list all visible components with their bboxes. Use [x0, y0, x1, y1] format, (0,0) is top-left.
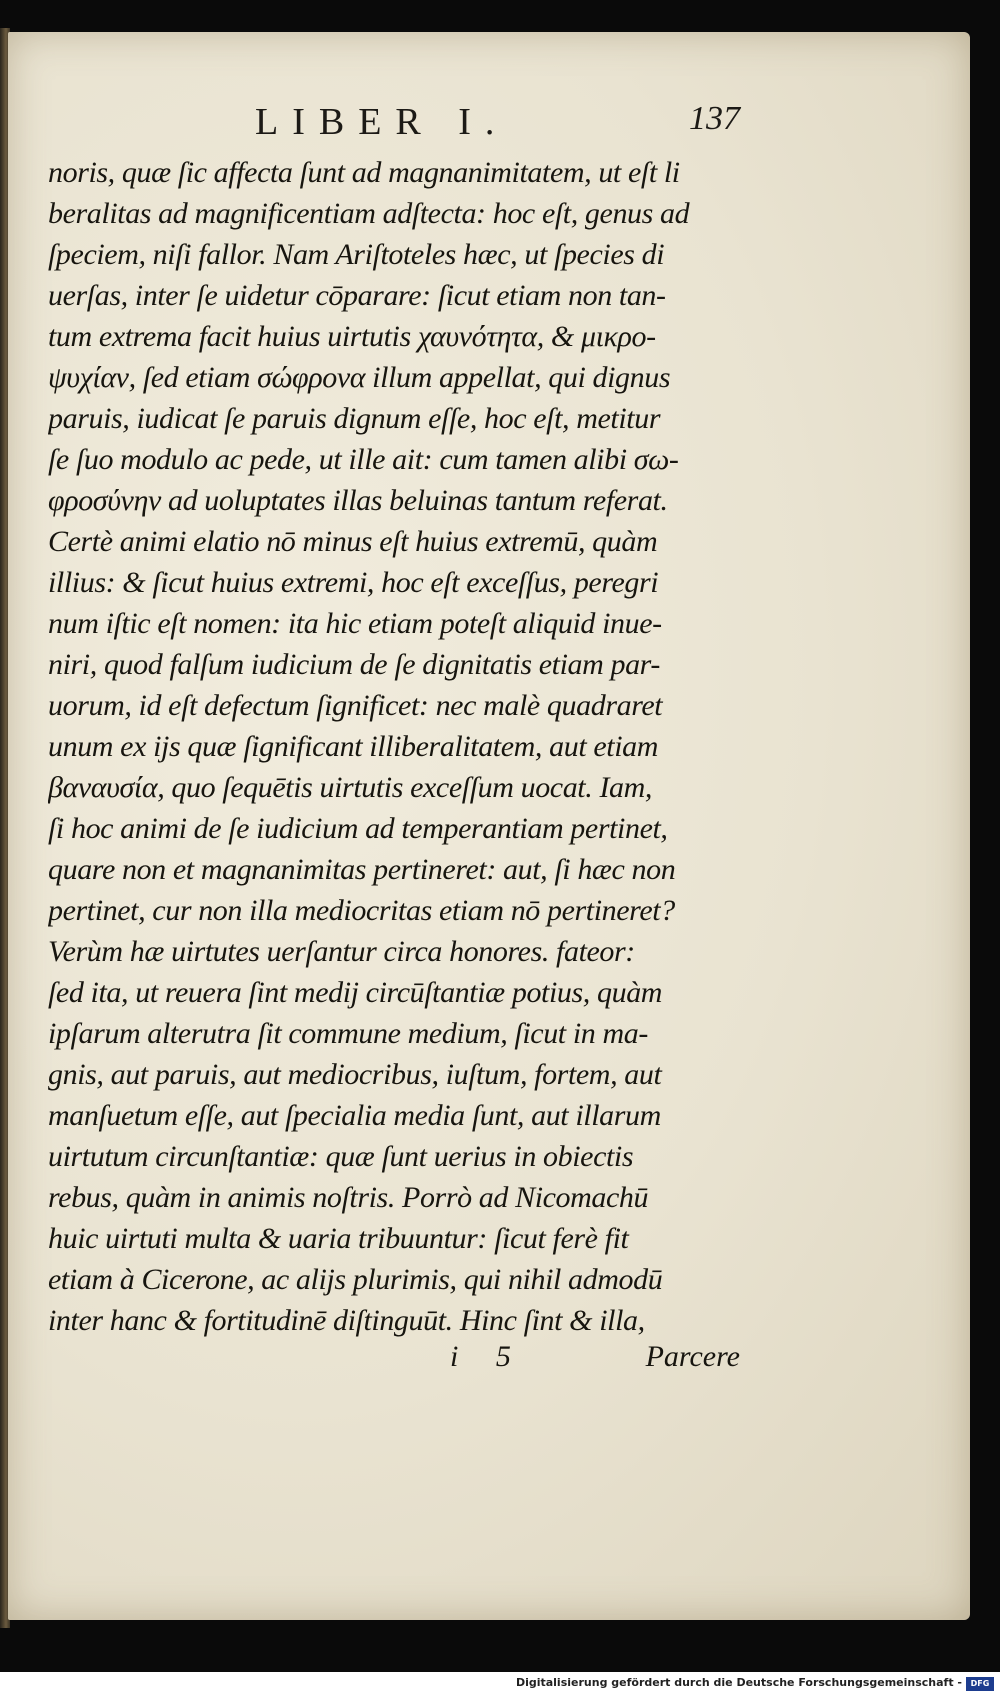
running-head: LIBER I. [255, 101, 509, 143]
catchword: Parcere [645, 1340, 740, 1373]
text-line: βαναυσία, quo ſequētis uirtutis exceſſum uocat. Iam, [48, 771, 653, 804]
text-line: tum extrema facit huius uirtutis χαυνότητα, & μικρο- [48, 320, 656, 353]
text-line: huic uirtuti multa & uaria tribuuntur: ſicut ferè fit [48, 1222, 629, 1255]
text-line: Verùm hæ uirtutes uerſantur circa honores. fateor: [48, 935, 635, 968]
text-line: ipſarum alterutra ſit commune medium, ſicut in ma- [48, 1017, 648, 1050]
text-line: manſuetum eſſe, aut ſpecialia media ſunt, aut illarum [48, 1099, 661, 1132]
signature-mark: i 5 [450, 1340, 511, 1373]
text-line: rebus, quàm in animis noſtris. Porrò ad Nicomachū [48, 1181, 649, 1214]
text-line: niri, quod falſum iudicium de ſe dignitatis etiam par- [48, 648, 660, 681]
text-line: quare non et magnanimitas pertineret: aut, ſi hæc non [48, 853, 676, 886]
text-line: uerſas, inter ſe uidetur cōparare: ſicut etiam non tan- [48, 279, 666, 312]
text-line: uirtutum circunſtantiæ: quæ ſunt uerius in obiectis [48, 1140, 634, 1173]
text-line: Certè animi elatio nō minus eſt huius extremū, quàm [48, 525, 658, 558]
digitization-credit: Digitalisierung gefördert durch die Deutsche Forschungsgemeinschaft - [515, 1676, 962, 1689]
text-line: num iſtic eſt nomen: ita hic etiam poteſt aliquid inue- [48, 607, 662, 640]
page-number: 137 [689, 100, 740, 137]
text-line: unum ex ijs quæ ſignificant illiberalitatem, aut etiam [48, 730, 659, 763]
text-line: paruis, iudicat ſe paruis dignum eſſe, hoc eſt, metitur [48, 402, 661, 435]
text-line: ſpeciem, niſi fallor. Nam Ariſtoteles hæc, ut ſpecies di [48, 238, 665, 271]
credit-bar [0, 1672, 1000, 1696]
text-line: ſe ſuo modulo ac pede, ut ille ait: cum tamen alibi σω- [48, 443, 679, 476]
text-line: φροσύνην ad uoluptates illas beluinas tantum referat. [48, 484, 668, 517]
body-text [48, 152, 728, 1341]
text-line: pertinet, cur non illa mediocritas etiam nō pertineret? [48, 894, 675, 927]
page-footer [440, 1340, 740, 1384]
text-line: etiam à Cicerone, ac alijs plurimis, qui nihil admodū [48, 1263, 663, 1296]
text-line: illius: & ſicut huius extremi, hoc eſt exceſſus, peregri [48, 566, 659, 599]
text-line: ſi hoc animi de ſe iudicium ad temperantiam pertinet, [48, 812, 668, 845]
page-header [200, 100, 740, 150]
dfg-logo-icon: DFG [966, 1677, 994, 1691]
text-line: noris, quæ ſic affecta ſunt ad magnanimitatem, ut eſt li [48, 156, 680, 189]
text-line: ψυχίαν, ſed etiam σώφρονα illum appellat, qui dignus [48, 361, 671, 394]
text-line: ſed ita, ut reuera ſint medij circūſtantiæ potius, quàm [48, 976, 663, 1009]
text-line: uorum, id eſt defectum ſignificet: nec malè quadraret [48, 689, 663, 722]
text-line: inter hanc & fortitudinē diſtinguūt. Hinc ſint & illa, [48, 1304, 645, 1337]
text-line: gnis, aut paruis, aut mediocribus, iuſtum, fortem, aut [48, 1058, 662, 1091]
text-line: beralitas ad magnificentiam adſtecta: hoc eſt, genus ad [48, 197, 690, 230]
